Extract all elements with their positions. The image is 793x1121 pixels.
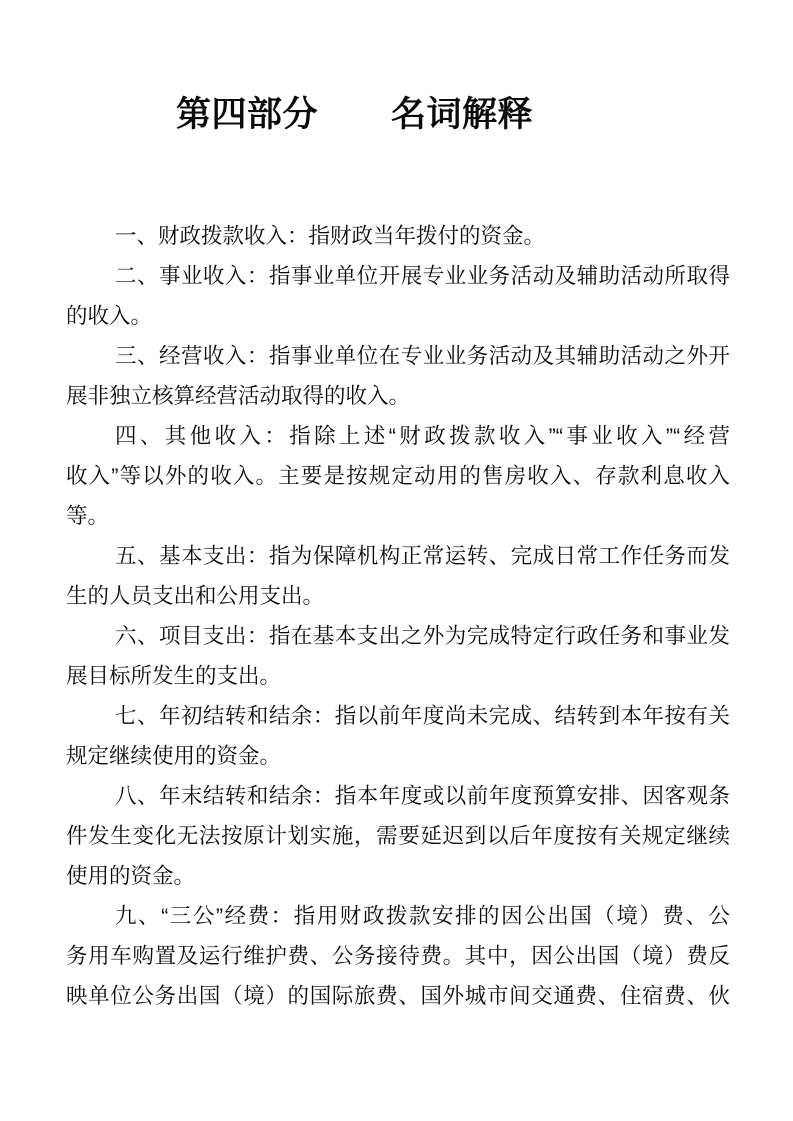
title-section-name: 名词解释 bbox=[391, 95, 534, 134]
document-body bbox=[66, 216, 730, 1016]
paragraph-line: 四、其他收入：指除上述“财政拨款收入”“事业收入”“经营 bbox=[115, 424, 730, 448]
paragraph-line: 六、项目支出：指在基本支出之外为完成特定行政任务和事业发 bbox=[115, 624, 730, 648]
paragraph bbox=[66, 216, 730, 256]
paragraph-line: 规定继续使用的资金。 bbox=[66, 744, 282, 768]
paragraph-line: 件发生变化无法按原计划实施，需要延迟到以后年度按有关规定继续 bbox=[66, 824, 730, 848]
paragraph-line: 五、基本支出：指为保障机构正常运转、完成日常工作任务而发 bbox=[115, 544, 730, 568]
paragraph-line: 使用的资金。 bbox=[66, 864, 196, 888]
paragraph-line: 展非独立核算经营活动取得的收入。 bbox=[66, 384, 411, 408]
paragraph bbox=[66, 616, 730, 696]
paragraph bbox=[66, 336, 730, 416]
paragraph bbox=[66, 696, 730, 776]
paragraph bbox=[66, 776, 730, 896]
paragraph-line: 二、事业收入：指事业单位开展专业业务活动及辅助活动所取得 bbox=[115, 264, 730, 288]
paragraph bbox=[66, 536, 730, 616]
paragraph bbox=[66, 896, 730, 1016]
paragraph-line: 等。 bbox=[66, 504, 110, 528]
paragraph-line: 的收入。 bbox=[66, 304, 153, 328]
page-title bbox=[176, 96, 793, 134]
paragraph-line: 一、财政拨款收入：指财政当年拨付的资金。 bbox=[115, 224, 546, 248]
paragraph bbox=[66, 416, 730, 536]
title-part-number: 第四部分 bbox=[176, 95, 319, 134]
paragraph-line: 映单位公务出国（境）的国际旅费、国外城市间交通费、住宿费、伙 bbox=[66, 984, 730, 1008]
paragraph-line: 务用车购置及运行维护费、公务接待费。其中，因公出国（境）费反 bbox=[66, 944, 730, 968]
paragraph-line: 展目标所发生的支出。 bbox=[66, 664, 282, 688]
paragraph-line: 八、年末结转和结余：指本年度或以前年度预算安排、因客观条 bbox=[115, 784, 730, 808]
paragraph-line: 三、经营收入：指事业单位在专业业务活动及其辅助活动之外开 bbox=[115, 344, 730, 368]
paragraph-line: 生的人员支出和公用支出。 bbox=[66, 584, 325, 608]
paragraph-line: 九、“三公”经费：指用财政拨款安排的因公出国（境）费、公 bbox=[115, 904, 730, 928]
paragraph-line: 收入”等以外的收入。主要是按规定动用的售房收入、存款利息收入 bbox=[66, 464, 730, 488]
paragraph-line: 七、年初结转和结余：指以前年度尚未完成、结转到本年按有关 bbox=[115, 704, 730, 728]
paragraph bbox=[66, 256, 730, 336]
